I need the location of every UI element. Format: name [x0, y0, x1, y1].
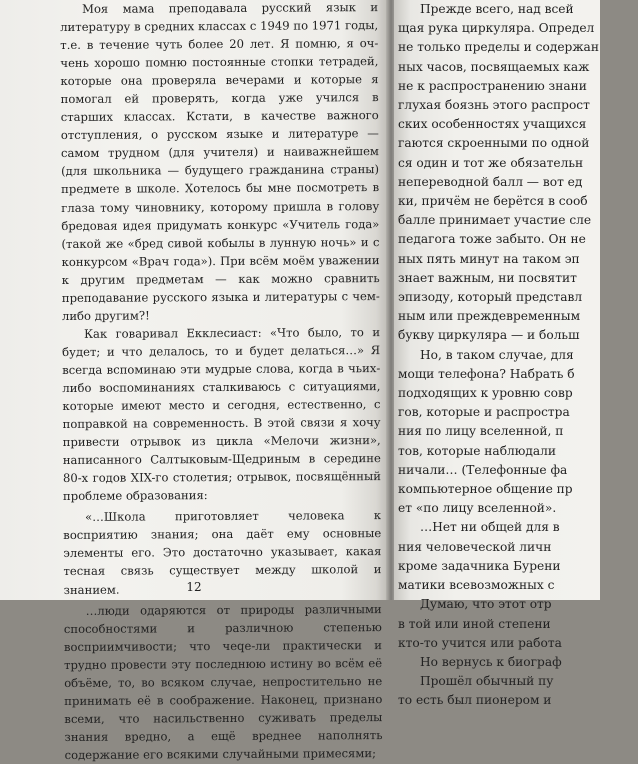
right-page-line: в той или иной степени — [398, 616, 551, 631]
right-page-line: ния по лицу вселенной, п — [398, 424, 564, 439]
right-page-line: то есть был пионером и — [398, 693, 552, 708]
paragraph-mother: Моя мама преподавала русский язык и литературу в средних классах с 1949 по 1971 годы, т.е. в течение чуть более 20 лет. Я помню, я оч-чень хорошо помню постоянные стопки тетрадей, которые она проверяла вечерами и которые я помогал ей проверять, когда уже учился в старших классах. Кстати, в качестве важного отступления, о русском языке и литературе — самом трудном (для учителя) и наиважнейшем (для школьника — будущего гражданина страны) предмете в школе. Хотелось бы мне посмотреть в глаза тому чиновнику, которому пришла в голову бредовая идея придумать конкурс «Учитель года» (такой же «бред сивой кобылы в лунную ночь» и с конкурсом «Врач года»). При всём моём уважении к другим предметам — как можно сравнить преподавание русского языка и литературы с чем-либо другим?! — [60, 0, 380, 323]
page-number: 12 — [186, 580, 202, 594]
right-page-line: балле принимает участие сле — [398, 213, 592, 228]
right-page-line: глухая боязнь этого распрост — [398, 98, 590, 113]
right-page-line: ным или преждевременным — [398, 309, 581, 324]
right-page-text — [398, 0, 638, 711]
right-page-line: кто-то учится или работа — [398, 635, 562, 650]
right-page-line: ки, причём не берётся в сооб — [398, 194, 588, 209]
right-page-line: не только пределы и содержан — [398, 40, 599, 55]
quote-abilities: …люди одаряются от природы различными способностями и различною степенью восприимчивости; что чеqe-ли практически и трудно провести эту последнюю истину во всём её объёме, то, во всяком случае, непростительно не принимать её в соображение. Наконец, признано всеми, что насильственно суживать пределы знания вредно, а ещё вреднее наполнять содержание его всякими случайными примесями; — [63, 601, 383, 762]
right-page-line: компьютерное общение пр — [398, 482, 573, 497]
right-page-line: Но вернусь к биограф — [420, 654, 562, 669]
right-page-line: тов, которые наблюдали — [398, 443, 557, 458]
right-page-line: знает важным, ни посвятит — [398, 270, 577, 285]
right-page-line: подходящих к уровню совр — [398, 386, 573, 401]
right-page-line: кроме задачника Бурени — [398, 558, 561, 573]
paragraph-ecclesiastes: Как говаривал Екклесиаст: «Что было, то и будет; и что делалось, то и будет делаться…» Я всегда вспоминаю эти мудрые слова, когда в чьих-либо воспоминаниях сталкиваюсь с ситуациями, которые имеют место и сегодня, естественно, с поправкой на современность. В этой связи я хочу привести отрывок из цикла «Мелочи жизни», написанного Салтыковым-Щедриным в середине 80-х годов XIX-го столетия; отрывок, посвящённый проблеме образования: — [62, 324, 381, 504]
right-page-line: гов, которые и распростра — [398, 405, 570, 420]
right-page-line: педагога тоже забыто. Он не — [398, 232, 586, 247]
right-page-line: ет «по лицу вселенной». — [398, 501, 557, 516]
right-page — [394, 0, 600, 708]
right-page-line: Но, в таком случае, для — [420, 347, 574, 362]
right-page-line: матики всевозможных с — [398, 578, 555, 593]
right-page-line: …Нет ни общей для в — [420, 520, 560, 535]
quote-school: «…Школа приготовляет человека к восприятию знания; она даёт ему основные элементы его. Это достаточно указывает, какая тесная связь существует между школой и знанием. — [63, 508, 382, 597]
right-page-line: Прошёл обычный пу — [420, 674, 554, 689]
left-page-text — [60, 0, 383, 764]
right-page-line: гаются скроенными по одной — [398, 136, 590, 151]
right-page-line: букву циркуляра — и больш — [398, 328, 580, 343]
right-page-line: Прежде всего, над всей — [420, 2, 574, 16]
right-page-line: ных пять минут на таком эп — [398, 251, 580, 266]
right-page-line: ничали… (Телефонные фа — [398, 462, 568, 477]
right-page-line: ских особенностях учащихся — [398, 117, 587, 132]
right-page-line: непереводной балл — вот ед — [398, 174, 583, 189]
right-page-line: ся один и тот же обязательн — [398, 155, 584, 170]
right-page-line: ных часов, посвящаемых каж — [398, 59, 590, 74]
right-page-line: Думаю, что этот отр — [420, 597, 552, 612]
right-page-line: не к распространению знани — [398, 78, 587, 93]
right-page-line: эпизоду, который представл — [398, 290, 583, 305]
right-page-line: мощи телефона? Набрать б — [398, 366, 575, 381]
right-page-line: ния человеческой личн — [398, 539, 552, 554]
right-page-line: щая рука циркуляра. Определ — [398, 21, 595, 36]
